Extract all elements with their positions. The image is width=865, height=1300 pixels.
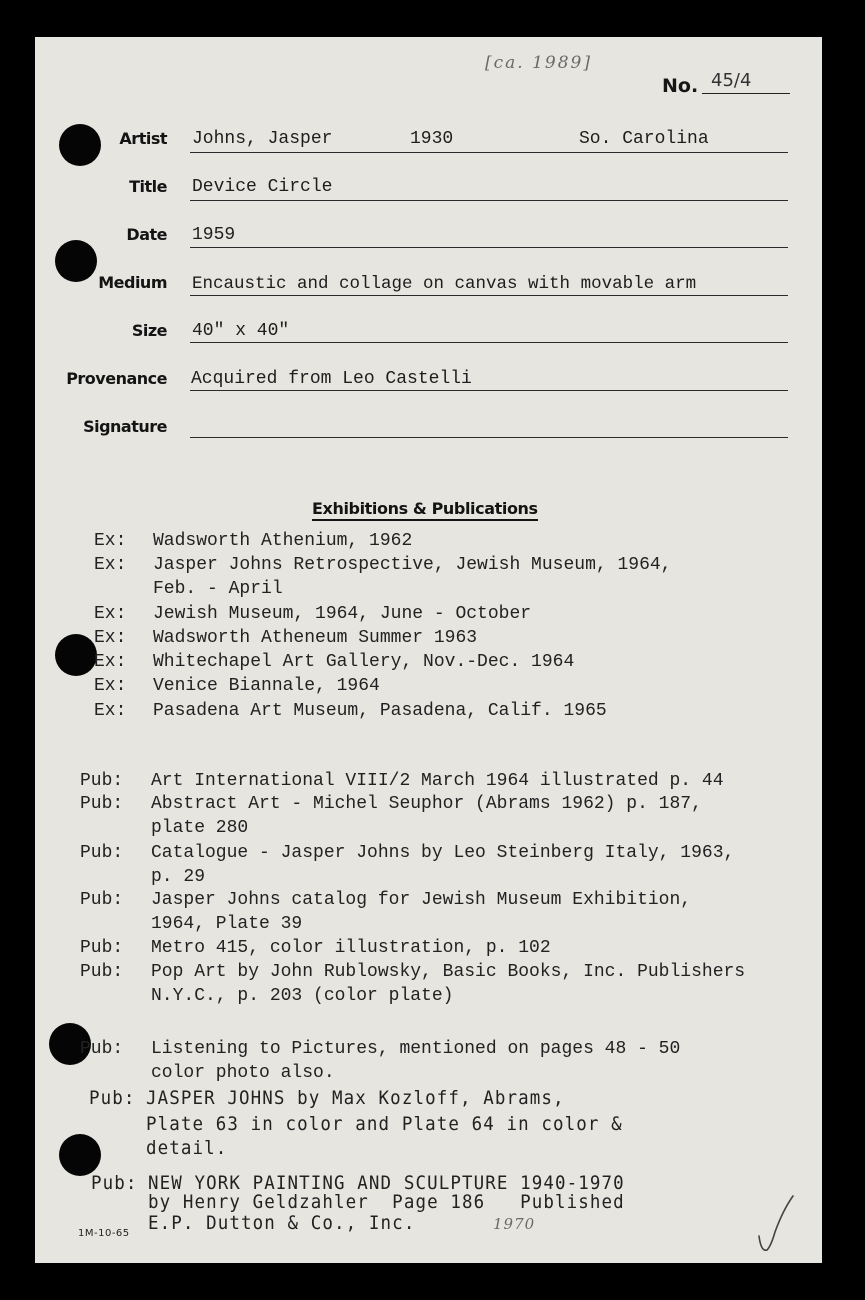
artist-birth-year: 1930 xyxy=(410,129,454,149)
artist-name: Johns, Jasper xyxy=(192,129,333,149)
publication-prefix: Pub: xyxy=(80,938,124,958)
publication-line: 1964, Plate 39 xyxy=(151,914,303,934)
publication-line: by Henry Geldzahler Page 186 Published xyxy=(148,1191,625,1213)
artist-birthplace: So. Carolina xyxy=(579,129,709,149)
exhibition-line: Wadsworth Athenium, 1962 xyxy=(153,531,413,551)
date-value: 1959 xyxy=(192,225,236,245)
publication-prefix: Pub: xyxy=(80,843,124,863)
publication-prefix: Pub: xyxy=(80,890,124,910)
punch-hole xyxy=(59,1134,101,1176)
number-underline xyxy=(702,93,790,94)
artist-label: Artist xyxy=(119,129,167,148)
title-label: Title xyxy=(129,177,167,196)
provenance-value: Acquired from Leo Castelli xyxy=(191,369,472,389)
exhibition-prefix: Ex: xyxy=(94,628,127,648)
checkmark-icon xyxy=(757,1194,797,1256)
catalog-card xyxy=(35,37,822,1263)
date-underline xyxy=(190,247,788,248)
publication-line: plate 280 xyxy=(151,818,249,838)
size-value: 40" x 40" xyxy=(192,321,290,341)
handwritten-year: 1970 xyxy=(493,1215,536,1233)
provenance-underline xyxy=(190,390,788,391)
publication-line: N.Y.C., p. 203 (color plate) xyxy=(151,986,454,1006)
section-title: Exhibitions & Publications xyxy=(312,499,538,521)
medium-underline xyxy=(190,295,788,296)
publication-prefix: Pub: xyxy=(89,1087,136,1109)
exhibition-line: Wadsworth Atheneum Summer 1963 xyxy=(153,628,478,648)
exhibition-prefix: Ex: xyxy=(94,701,127,721)
punch-hole xyxy=(55,634,97,676)
signature-underline xyxy=(190,437,788,438)
publication-prefix: Pub: xyxy=(80,1039,124,1059)
exhibition-line: Venice Biannale, 1964 xyxy=(153,676,380,696)
publication-line: Pop Art by John Rublowsky, Basic Books, Inc. Publishers xyxy=(151,962,746,982)
publication-line: Art International VIII/2 March 1964 illustrated p. 44 xyxy=(151,771,724,791)
title-underline xyxy=(190,200,788,201)
exhibition-line: Whitechapel Art Gallery, Nov.-Dec. 1964 xyxy=(153,652,575,672)
artist-underline xyxy=(190,152,788,153)
size-underline xyxy=(190,342,788,343)
form-code: 1M-10-65 xyxy=(78,1228,130,1239)
publication-line: JASPER JOHNS by Max Kozloff, Abrams, xyxy=(146,1087,565,1109)
publication-line: Plate 63 in color and Plate 64 in color & xyxy=(146,1113,623,1135)
exhibition-prefix: Ex: xyxy=(94,676,127,696)
signature-label: Signature xyxy=(83,417,167,436)
publication-prefix: Pub: xyxy=(91,1172,138,1194)
size-label: Size xyxy=(131,321,167,340)
publication-prefix: Pub: xyxy=(80,794,124,814)
publication-line: Jasper Johns catalog for Jewish Museum Exhibition, xyxy=(151,890,692,910)
exhibition-line: Jewish Museum, 1964, June - October xyxy=(153,604,532,624)
number-label: No. xyxy=(662,75,699,97)
medium-value: Encaustic and collage on canvas with movable arm xyxy=(192,274,697,294)
exhibition-prefix: Ex: xyxy=(94,652,127,672)
publication-line: p. 29 xyxy=(151,867,206,887)
provenance-label: Provenance xyxy=(66,369,167,388)
publication-line: NEW YORK PAINTING AND SCULPTURE 1940-1970 xyxy=(148,1172,625,1194)
exhibition-prefix: Ex: xyxy=(94,604,127,624)
publication-line: color photo also. xyxy=(151,1063,335,1083)
publication-line: Listening to Pictures, mentioned on pages 48 - 50 xyxy=(151,1039,681,1059)
publication-prefix: Pub: xyxy=(80,962,124,982)
exhibition-line: Pasadena Art Museum, Pasadena, Calif. 1965 xyxy=(153,701,607,721)
publication-prefix: Pub: xyxy=(80,771,124,791)
publication-line: Abstract Art - Michel Seuphor (Abrams 1962) p. 187, xyxy=(151,794,702,814)
publication-line: Catalogue - Jasper Johns by Leo Steinberg Italy, 1963, xyxy=(151,843,735,863)
title-value: Device Circle xyxy=(192,177,333,197)
publication-line: Metro 415, color illustration, p. 102 xyxy=(151,938,551,958)
publication-line: E.P. Dutton & Co., Inc. xyxy=(148,1212,416,1234)
exhibition-prefix: Ex: xyxy=(94,555,127,575)
number-value: 45/4 xyxy=(711,70,752,91)
publication-line: detail. xyxy=(146,1137,228,1159)
medium-label: Medium xyxy=(98,273,167,292)
date-label: Date xyxy=(126,225,167,244)
exhibition-line: Jasper Johns Retrospective, Jewish Museum, 1964, xyxy=(153,555,672,575)
exhibition-line: Feb. - April xyxy=(153,579,283,599)
exhibition-prefix: Ex: xyxy=(94,531,127,551)
handwritten-date: [ca. 1989] xyxy=(485,53,592,73)
